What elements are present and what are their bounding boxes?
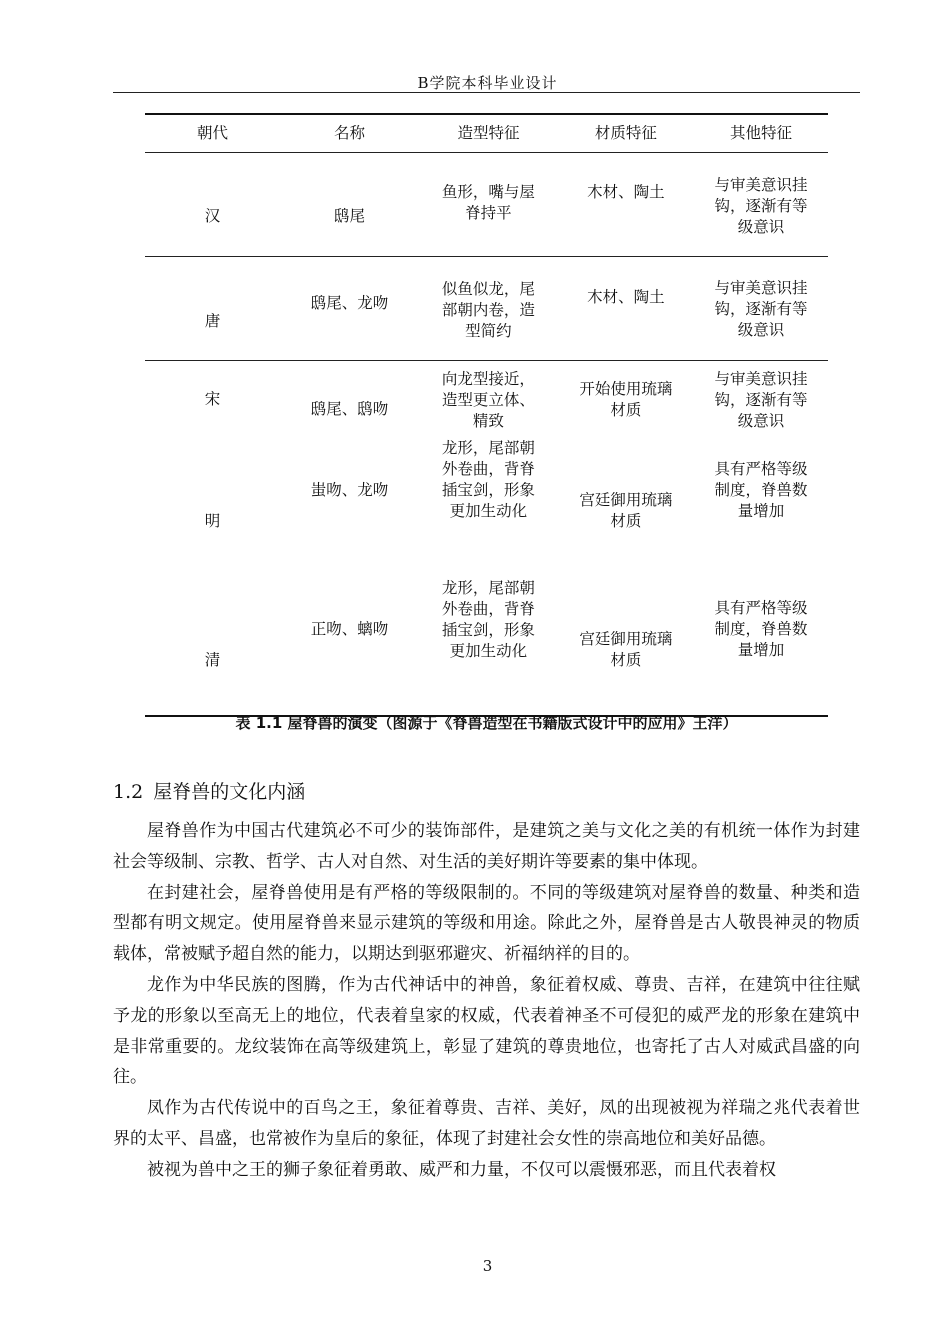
cell-name: 鸱尾、鸱吻	[310, 400, 389, 418]
paragraph: 龙作为中华民族的图腾，作为古代神话中的神兽，象征着权威、尊贵、吉祥，在建筑中往往赋予龙的形象以至高无上的地位，代表着皇家的权威，代表着神圣不可侵犯的威严龙的形象在建筑中是非常重要的。龙纹装饰在高等级建筑上，彰显了建筑的尊贵地位，也寄托了古人对威武昌盛的向往。	[113, 974, 860, 1088]
cell-name: 蚩吻、龙吻	[310, 481, 389, 499]
cell-material: 开始使用琉璃材质	[579, 380, 673, 419]
table-row	[145, 573, 828, 716]
paragraph: 屋脊兽作为中国古代建筑必不可少的装饰部件，是建筑之美与文化之美的有机统一体作为封建社会等级制、宗教、哲学、古人对自然、对生活的美好期许等要素的集中体现。	[113, 821, 860, 872]
section-title: 屋脊兽的文化内涵	[153, 781, 306, 803]
table-caption: 表 1.1 屋脊兽的演变（图源于《脊兽造型在书籍版式设计中的应用》王洋）	[235, 714, 738, 732]
col-header-other: 其他特征	[694, 114, 828, 153]
cell-other: 与审美意识挂钩，逐渐有等级意识	[714, 370, 808, 430]
cell-name: 鸱尾、龙吻	[310, 294, 389, 312]
section-number: 1.2	[113, 781, 144, 803]
page-header: B学院本科毕业设计	[417, 74, 558, 92]
cell-other: 具有严格等级制度，脊兽数量增加	[714, 599, 808, 659]
header-rule	[113, 92, 860, 93]
cell-material: 木材、陶土	[587, 288, 665, 306]
cell-dynasty: 清	[204, 651, 221, 669]
col-header-name: 名称	[280, 114, 419, 153]
cell-other: 具有严格等级制度，脊兽数量增加	[714, 460, 808, 520]
evolution-table	[145, 113, 828, 717]
col-header-material: 材质特征	[558, 114, 694, 153]
cell-dynasty: 宋	[204, 390, 221, 408]
cell-dynasty: 明	[204, 512, 221, 530]
table-row	[145, 361, 828, 434]
cell-shape: 龙形，尾部朝外卷曲，背脊插宝剑，形象更加生动化	[441, 579, 535, 660]
table-row	[145, 433, 828, 573]
cell-name: 正吻、螭吻	[310, 620, 389, 638]
cell-shape: 龙形，尾部朝外卷曲，背脊插宝剑，形象更加生动化	[441, 439, 535, 520]
cell-dynasty: 唐	[204, 312, 221, 330]
col-header-shape: 造型特征	[419, 114, 558, 153]
cell-material: 宫廷御用琉璃材质	[579, 630, 673, 669]
cell-other: 与审美意识挂钩，逐渐有等级意识	[714, 176, 808, 236]
col-header-dynasty: 朝代	[145, 114, 280, 153]
cell-material: 木材、陶土	[587, 183, 665, 201]
body-text	[113, 816, 860, 1186]
paragraph: 被视为兽中之王的狮子象征着勇敢、威严和力量，不仅可以震慑邪恶，而且代表着权	[147, 1159, 776, 1180]
page-number: 3	[482, 1257, 493, 1275]
table-row	[145, 153, 828, 257]
table-header-row	[145, 114, 828, 153]
paragraph: 凤作为古代传说中的百鸟之王，象征着尊贵、吉祥、美好，凤的出现被视为祥瑞之兆代表着世界的太平、昌盛，也常被作为皇后的象征，体现了封建社会女性的崇高地位和美好品德。	[113, 1098, 860, 1149]
cell-shape: 向龙型接近，造型更立体、精致	[441, 370, 535, 430]
cell-shape: 似鱼似龙，尾部朝内卷，造型简约	[441, 280, 535, 340]
cell-shape: 鱼形，嘴与屋脊持平	[441, 183, 535, 222]
section-heading	[113, 777, 305, 804]
table-row	[145, 257, 828, 361]
cell-name: 鸱尾	[333, 207, 365, 225]
cell-material: 宫廷御用琉璃材质	[579, 491, 673, 530]
cell-dynasty: 汉	[204, 207, 221, 225]
cell-other: 与审美意识挂钩，逐渐有等级意识	[714, 279, 808, 339]
paragraph: 在封建社会，屋脊兽使用是有严格的等级限制的。不同的等级建筑对屋脊兽的数量、种类和造型都有明文规定。使用屋脊兽来显示建筑的等级和用途。除此之外，屋脊兽是古人敬畏神灵的物质载体，常被赋予超自然的能力，以期达到驱邪避灾、祈福纳祥的目的。	[113, 882, 860, 965]
